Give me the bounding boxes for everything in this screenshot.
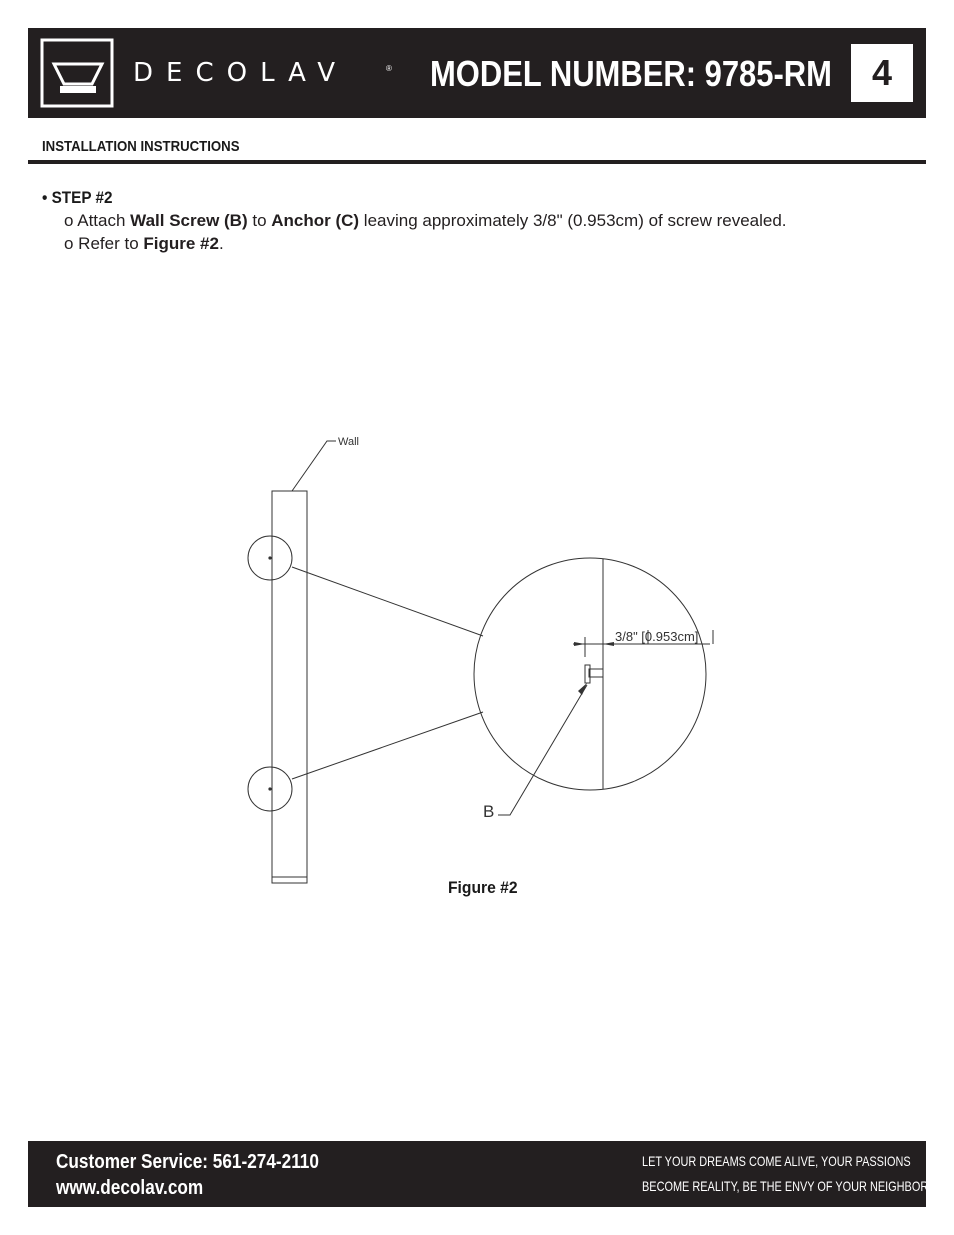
dimension-arrow-right: [603, 642, 614, 646]
screw-shank: [589, 669, 603, 677]
anchor-ref: Anchor (C): [271, 211, 360, 230]
page-number: 4: [851, 44, 913, 102]
instruction-line-attach: [64, 211, 787, 231]
step-heading: • STEP #2: [42, 188, 113, 207]
wall-leader-line: [292, 441, 336, 491]
anchor-dot-bottom: [268, 787, 271, 790]
model-number-title: MODEL NUMBER: 9785-RM: [430, 53, 832, 94]
anchor-dot-top: [268, 556, 271, 559]
page-header: [28, 28, 926, 118]
page-footer: [28, 1141, 941, 1207]
registered-mark: ®: [386, 64, 392, 73]
customer-service-phone: Customer Service: 561-274-2110: [56, 1151, 319, 1173]
instruction-text: leaving approximately 3/8" (0.953cm) of screw revealed.: [359, 211, 787, 230]
part-b-label: B: [483, 802, 495, 821]
brand-name: DECOLAV: [133, 58, 349, 88]
dimension-arrow-left: [574, 642, 585, 646]
wall-screw-ref: Wall Screw (B): [130, 211, 248, 230]
connector-line-bottom: [292, 712, 483, 779]
wall-label: Wall: [338, 436, 359, 448]
part-b-arrowhead: [578, 683, 587, 695]
instruction-text: o Refer to: [64, 234, 144, 253]
section-divider: [28, 160, 926, 164]
tagline-text: BECOME REALITY, BE THE ENVY OF YOUR NEIGHBORS: [642, 1178, 936, 1194]
installation-diagram: [240, 425, 730, 890]
instruction-text: o Attach: [64, 211, 131, 230]
part-b-leader-line: [498, 685, 587, 815]
instruction-text: to: [247, 211, 272, 230]
tagline-line-2: [642, 1178, 940, 1194]
connector-line-top: [292, 567, 483, 636]
section-title: INSTALLATION INSTRUCTIONS: [42, 138, 240, 155]
website-link[interactable]: www.decolav.com: [56, 1177, 204, 1199]
figure-caption: Figure #2: [448, 878, 518, 897]
figure-ref: Figure #2: [143, 234, 219, 253]
decolav-logo-icon: [40, 38, 114, 108]
instruction-line-refer: [64, 234, 224, 254]
tagline-registered-mark: ®: [935, 1178, 941, 1188]
dimension-label: 3/8" [0.953cm]: [615, 629, 699, 644]
tagline-line-1: LET YOUR DREAMS COME ALIVE, YOUR PASSIONS: [642, 1153, 911, 1169]
wall-panel: [272, 491, 307, 883]
instruction-text: .: [218, 234, 224, 253]
